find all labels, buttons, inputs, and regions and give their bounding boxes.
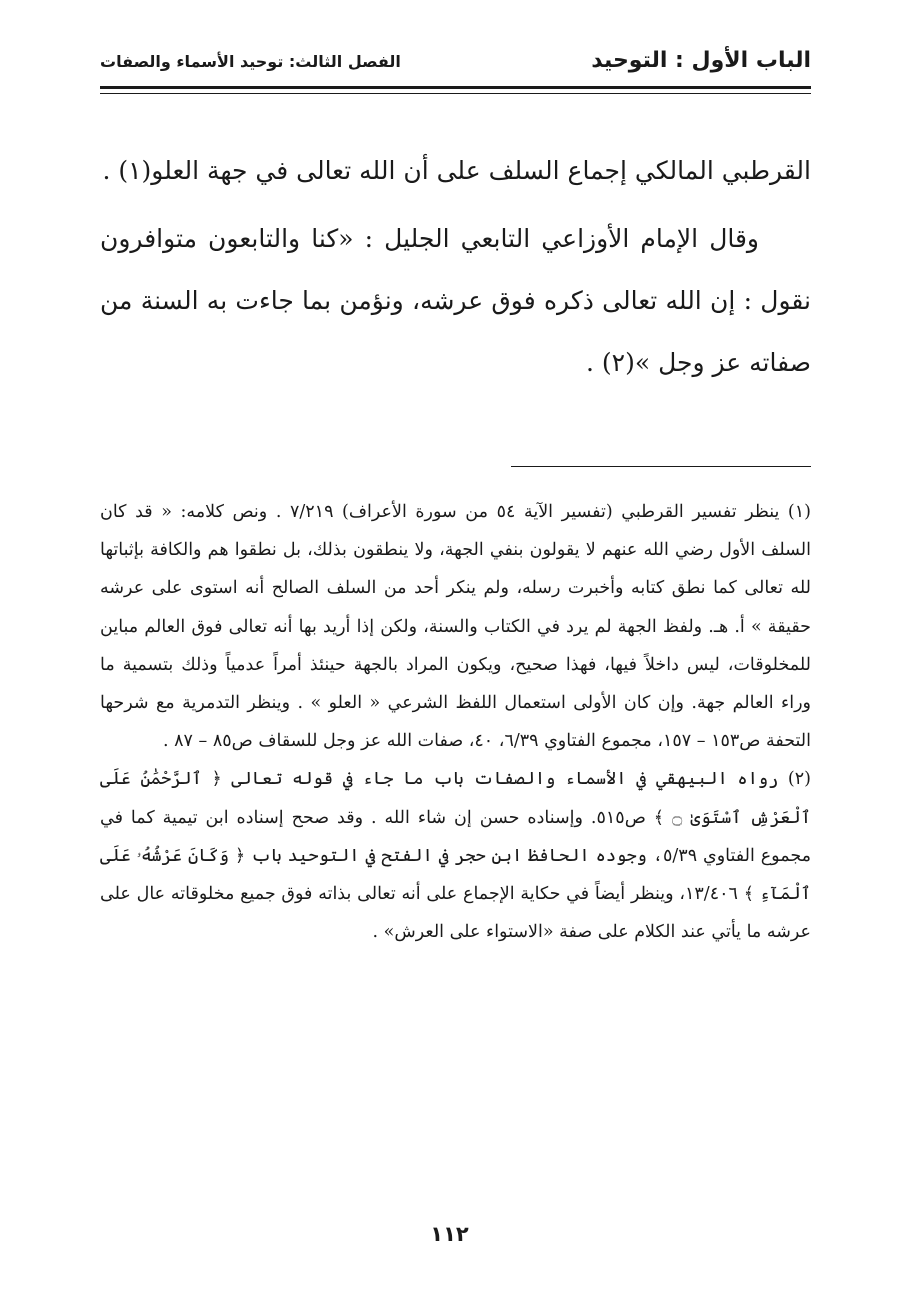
footnote-separator bbox=[511, 466, 811, 467]
chapter-title: الباب الأول : التوحيد bbox=[591, 48, 811, 73]
footnote-2: (٢) رواه البيهقي في الأسماء والصفات باب ما جاء في قوله تعالى ﴿ ٱلرَّحْمَٰنُ عَلَى ٱلْعَرْشِ ٱسْتَوَىٰ ۝ ﴾ ص٥١٥. وإسناده حسن إن شاء الله . وقد صحح إسناده ابن تيمية كما في مجموع الفتاوي ٥/٣٩، وجوده الحافظ ابن حجر في الفتح في التوحيد باب ﴿ وَكَانَ عَرْشُهُۥ عَلَى ٱلْمَآءِ ﴾ ١٣/٤٠٦، وينظر أيضاً في حكاية الإجماع على أنه تعالى بذاته فوق جميع مخلوقاته عال على عرشه ما يأتي عند الكلام على صفة «الاستواء على العرش» . bbox=[100, 769, 812, 943]
header-rule-thin bbox=[100, 93, 811, 94]
header-rule-thick bbox=[100, 86, 811, 89]
running-header bbox=[100, 48, 811, 88]
paragraph-2: وقال الإمام الأوزاعي التابعي الجليل : «كنا والتابعون متوافرون نقول : إن الله تعالى ذكره فوق عرشه، ونؤمن بما جاءت به السنة من صفاته عز وجل »(٢) . bbox=[100, 224, 811, 377]
main-text bbox=[100, 140, 811, 394]
paragraph-1: القرطبي المالكي إجماع السلف على أن الله تعالى في جهة العلو(١) . bbox=[102, 156, 811, 185]
section-title: الفصل الثالث: توحيد الأسماء والصفات bbox=[100, 52, 401, 71]
page-number: ١١٢ bbox=[430, 1222, 469, 1246]
footnotes bbox=[100, 493, 811, 951]
footnote-1: (١) ينظر تفسير القرطبي (تفسير الآية ٥٤ من سورة الأعراف) ٧/٢١٩ . ونص كلامه: « قد كان السلف الأول رضي الله عنهم لا يقولون بنفي الجهة، ولا ينطقون بذلك، بل نطقوا هم والكافة بإثباتها لله تعالى كما نطق كتابه وأخبرت رسله، ولم ينكر أحد من السلف الصالح أنه استوى على عرشه حقيقة » أ. هـ. ولفظ الجهة لم يرد في الكتاب والسنة، ولكن إذا أريد بها أنه تعالى فوق العالم مباين للمخلوقات، ليس داخلاً فيها، فهذا صحيح، ويكون المراد بالجهة حينئذ أمراً عدمياً وذلك بتسمية ما وراء العالم جهة. وإن كان الأولى استعمال اللفظ الشرعي « العلو » . وينظر التدمرية مع شرحها التحفة ص١٥٣ – ١٥٧، مجموع الفتاوي ٦/٣٩، ٤٠، صفات الله عز وجل للسقاف ص٨٥ – ٨٧ . bbox=[100, 502, 811, 752]
